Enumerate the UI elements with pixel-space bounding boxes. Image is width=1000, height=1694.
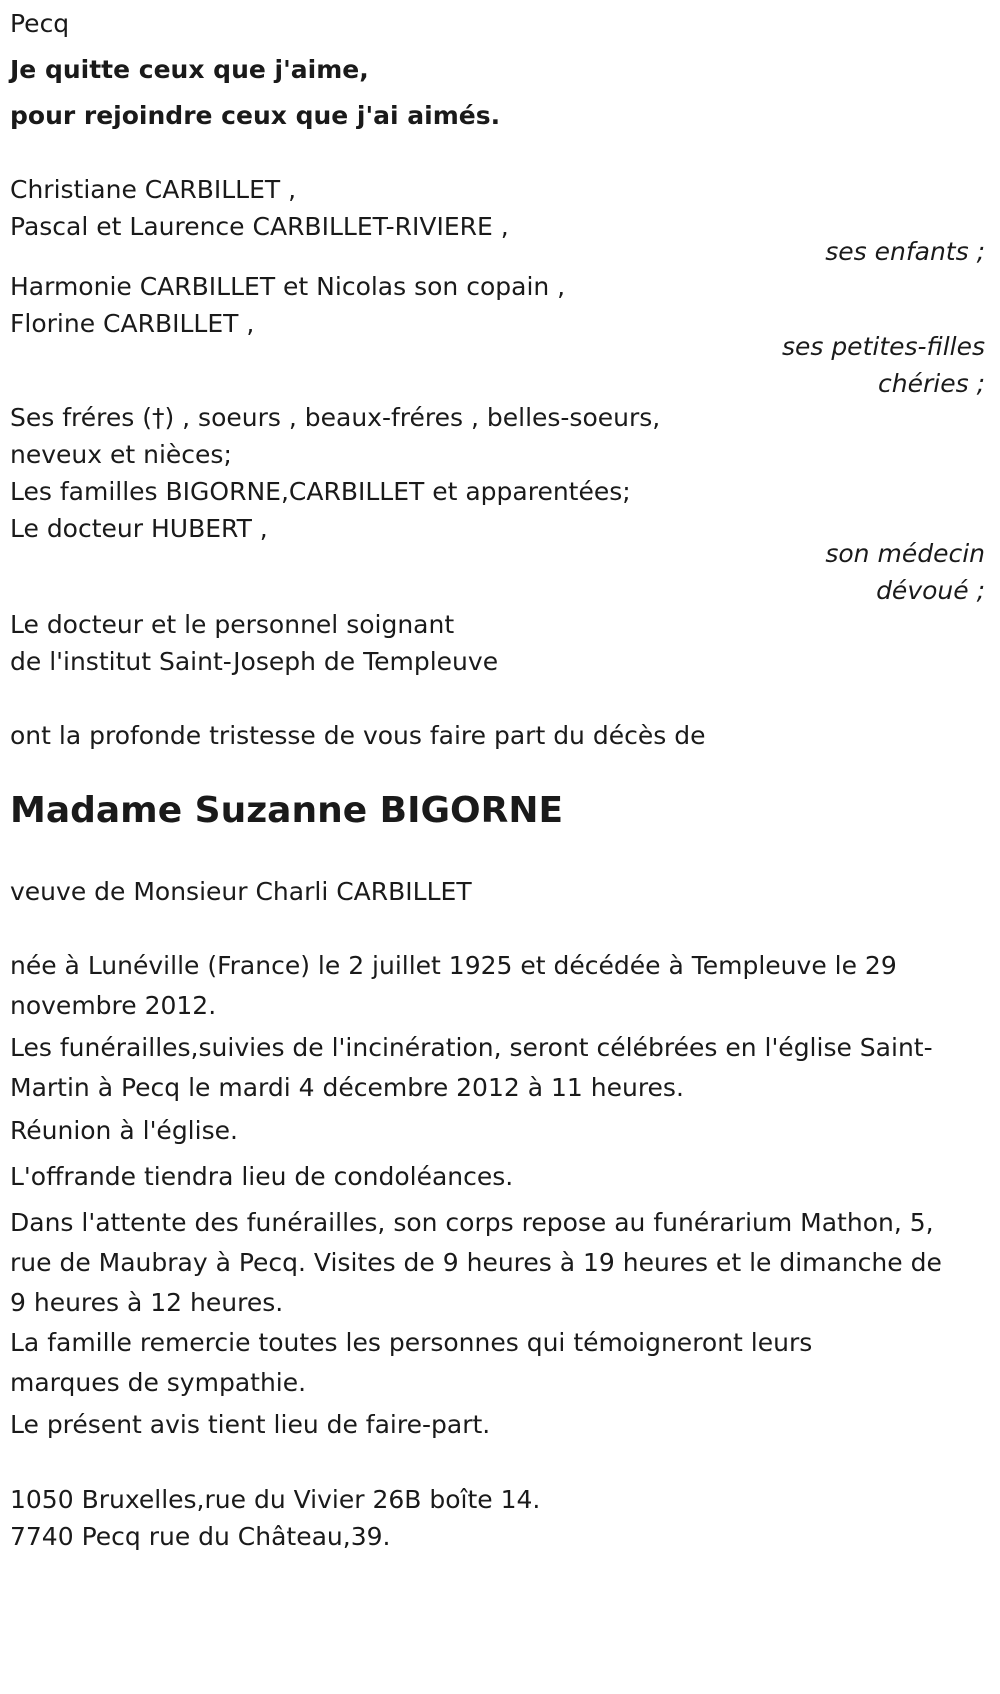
paragraph-meeting: Réunion à l'église. xyxy=(10,1116,238,1145)
paragraph-funeral: Les funérailles,suivies de l'incinération, seront célébrées en l'église Saint-Martin à Pecq le mardi 4 décembre 2012 à 11 heures. xyxy=(10,1033,933,1102)
children-relation: ses enfants ; xyxy=(825,237,985,266)
epigraph-line-1: Je quitte ceux que j'aime, xyxy=(10,55,369,84)
child-name-2: Pascal et Laurence CARBILLET-RIVIERE , xyxy=(10,212,509,241)
family-line-2: neveux et nièces; xyxy=(10,440,232,469)
granddaughters-relation-1: ses petites-filles xyxy=(781,332,985,361)
address-2: 7740 Pecq rue du Château,39. xyxy=(10,1522,391,1551)
widow-of: veuve de Monsieur Charli CARBILLET xyxy=(10,877,472,906)
doctor-relation-2: dévoué ; xyxy=(876,576,985,605)
location-header: Pecq xyxy=(10,9,70,38)
address-1: 1050 Bruxelles,rue du Vivier 26B boîte 14. xyxy=(10,1485,541,1514)
granddaughter-name-1: Harmonie CARBILLET et Nicolas son copain , xyxy=(10,272,566,301)
paragraph-funerarium: Dans l'attente des funérailles, son corps repose au funérarium Mathon, 5, rue de Maubray à Pecq. Visites de 9 heures à 19 heures et le dimanche de 9 heures à 12 heures. xyxy=(10,1208,942,1317)
granddaughters-relation-2: chéries ; xyxy=(878,369,985,398)
announcement: ont la profonde tristesse de vous faire part du décès de xyxy=(10,721,706,750)
institute-line-2: de l'institut Saint-Joseph de Templeuve xyxy=(10,647,499,676)
family-line-1: Ses fréres (†) , soeurs , beaux-fréres , belles-soeurs, xyxy=(10,403,661,432)
paragraph-birth-death: née à Lunéville (France) le 2 juillet 1925 et décédée à Templeuve le 29 novembre 2012. xyxy=(10,951,897,1020)
paragraph-thanks: La famille remercie toutes les personnes qui témoigneront leurs marques de sympathie. xyxy=(10,1328,813,1397)
paragraph-offering: L'offrande tiendra lieu de condoléances. xyxy=(10,1162,514,1191)
paragraph-faire-part: Le présent avis tient lieu de faire-part. xyxy=(10,1410,491,1439)
epigraph-line-2: pour rejoindre ceux que j'ai aimés. xyxy=(10,101,501,130)
granddaughter-name-2: Florine CARBILLET , xyxy=(10,309,255,338)
family-line-3: Les familles BIGORNE,CARBILLET et apparentées; xyxy=(10,477,631,506)
deceased-name: Madame Suzanne BIGORNE xyxy=(10,790,564,831)
doctor-relation-1: son médecin xyxy=(825,539,985,568)
institute-line-1: Le docteur et le personnel soignant xyxy=(10,610,455,639)
family-line-4: Le docteur HUBERT , xyxy=(10,514,268,543)
child-name-1: Christiane CARBILLET , xyxy=(10,175,297,204)
